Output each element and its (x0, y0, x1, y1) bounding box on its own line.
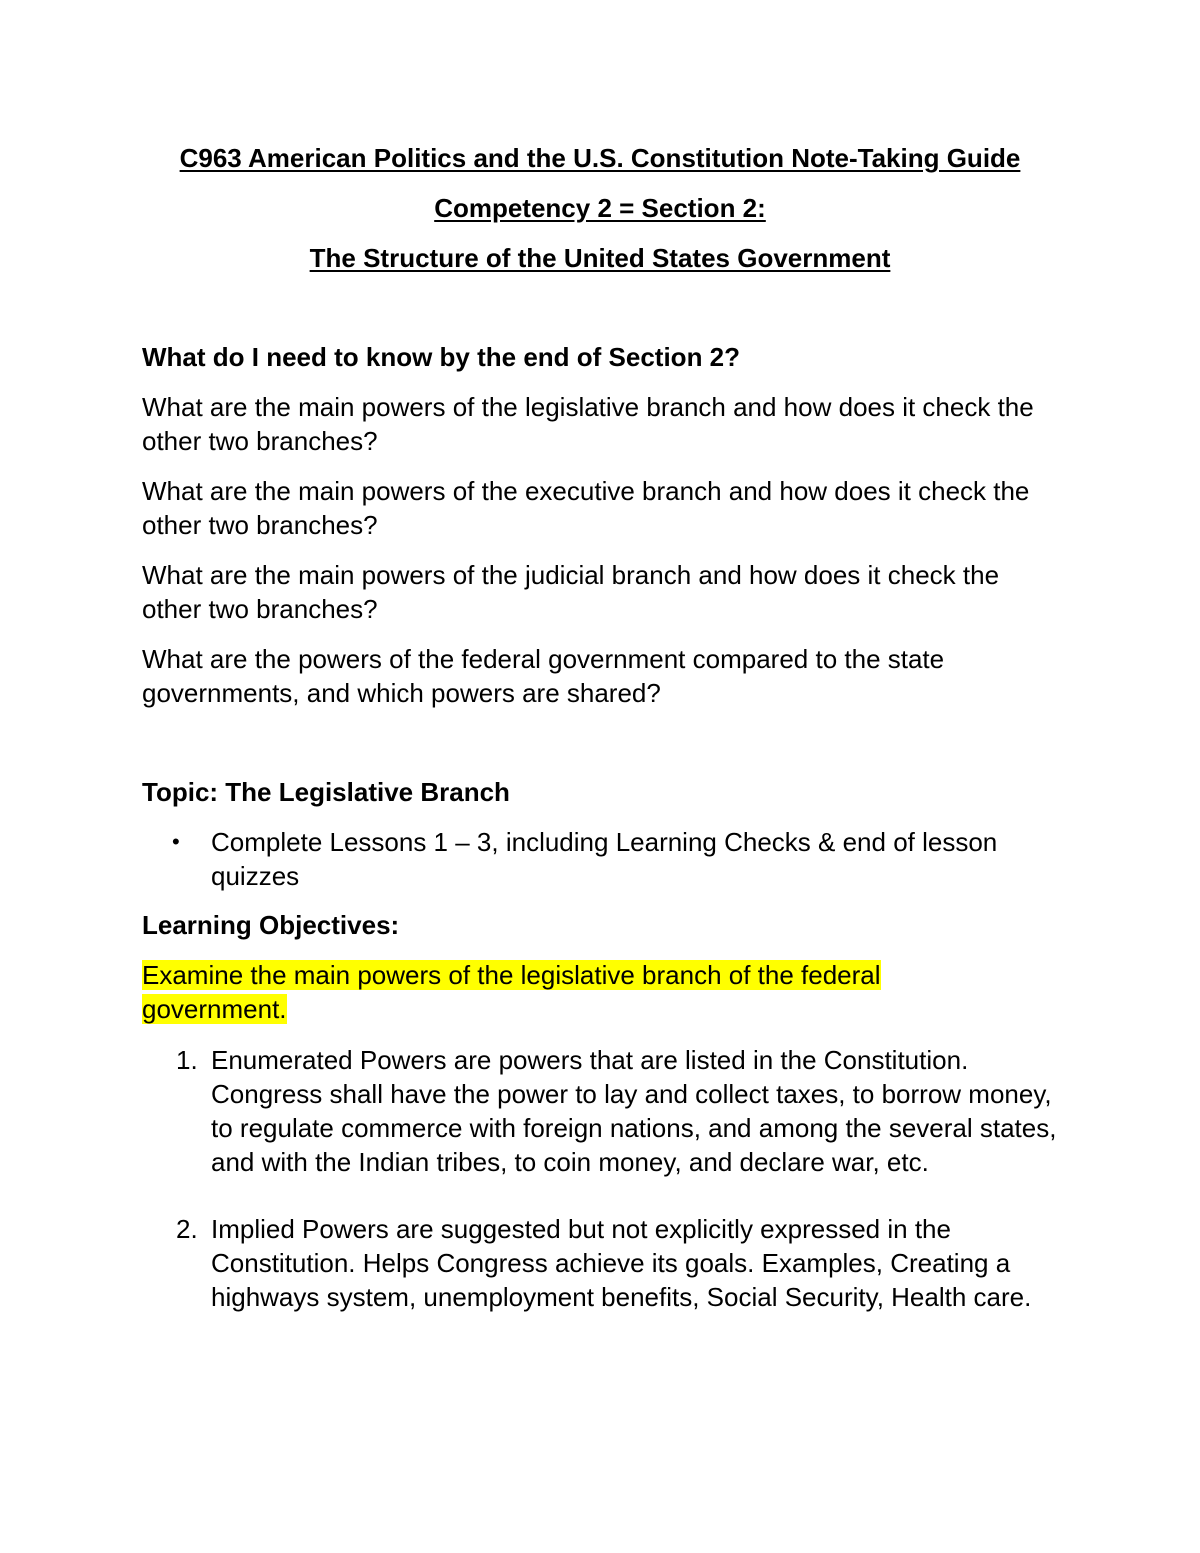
question-legislative: What are the main powers of the legislative branch and how does it check the other two branches? (142, 392, 1034, 456)
document-title: C963 American Politics and the U.S. Constitution Note-Taking Guide (179, 143, 1021, 173)
list-number: 2. (176, 1214, 198, 1244)
question-executive: What are the main powers of the executive branch and how does it check the other two branches? (142, 476, 1030, 540)
implied-powers-item: Implied Powers are suggested but not explicitly expressed in the Constitution. Helps Congress achieve its goals. Examples, Creating a highways system, unemployment benefits, Social Security, Health care. (211, 1214, 1032, 1312)
objective-highlight (142, 958, 942, 1026)
competency-heading: Competency 2 = Section 2: (434, 193, 766, 223)
know-heading: What do I need to know by the end of Section 2? (142, 342, 741, 372)
enumerated-powers-item: Enumerated Powers are powers that are listed in the Constitution. Congress shall have the power to lay and collect taxes, to borrow money, to regulate commerce with foreign nations, and among the several states, and with the Indian tribes, to coin money, and declare war, etc. (211, 1045, 1057, 1177)
objectives-heading: Learning Objectives: (142, 910, 400, 940)
highlighted-objective-text: Examine the main powers of the legislative branch of the federal government. (142, 960, 881, 1024)
topic-heading: Topic: The Legislative Branch (142, 777, 510, 807)
bullet-icon: • (172, 829, 180, 854)
section-subtitle: The Structure of the United States Government (309, 243, 891, 273)
list-number: 1. (176, 1045, 198, 1075)
question-judicial: What are the main powers of the judicial branch and how does it check the other two branches? (142, 560, 1000, 624)
topic-bullet-item: Complete Lessons 1 – 3, including Learning Checks & end of lesson quizzes (211, 827, 998, 891)
question-federal-state: What are the powers of the federal government compared to the state governments, and which powers are shared? (142, 644, 945, 708)
